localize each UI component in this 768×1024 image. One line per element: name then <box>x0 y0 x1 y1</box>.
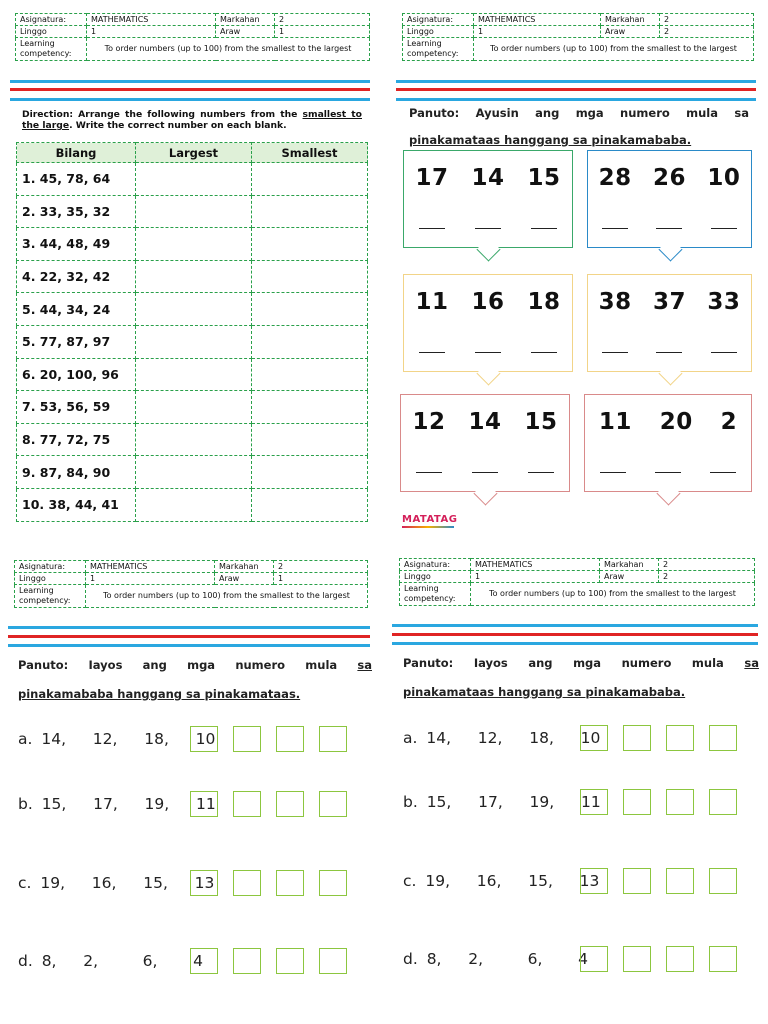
day-value: 1 <box>275 26 370 38</box>
worksheet-day1-squares <box>0 512 384 1024</box>
answer-square[interactable] <box>319 726 347 752</box>
table-row: 9. 87, 84, 90 <box>17 456 368 489</box>
blue-divider <box>396 98 756 101</box>
number-box: 28 26 10 <box>587 150 752 248</box>
blue-divider <box>396 80 756 83</box>
table-row: 3. 44, 48, 49 <box>17 228 368 261</box>
blue-divider <box>392 624 758 627</box>
answer-square[interactable] <box>190 870 218 896</box>
number-box: 11 20 2 <box>584 394 752 492</box>
direction-text: Direction: Arrange the following numbers from the smallest to the large. Write the correct number on each blank. <box>22 109 362 131</box>
day-label: Araw <box>216 26 275 38</box>
worksheet-day2-squares <box>384 512 768 1024</box>
table-row: 2. 33, 35, 32 <box>17 195 368 228</box>
exercise-item: d. 8, 2, 6, 4 <box>403 946 752 972</box>
answer-square[interactable] <box>666 725 694 751</box>
info-header <box>15 13 370 61</box>
number-box: 17 14 15 <box>403 150 573 248</box>
answer-blank[interactable] <box>252 325 368 358</box>
exercise-item: a. 14, 12, 18, 10 <box>18 726 362 752</box>
answer-square[interactable] <box>233 870 261 896</box>
answer-blank[interactable] <box>252 195 368 228</box>
answer-square[interactable] <box>580 789 608 815</box>
answer-square[interactable] <box>233 726 261 752</box>
column-header-largest: Largest <box>136 143 252 163</box>
column-header-bilang: Bilang <box>17 143 136 163</box>
answer-blank[interactable] <box>252 358 368 391</box>
info-header: Asignatura: MATHEMATICS Markahan 2 Linggo 1 Araw 2 Learning competency: To order numbers (up to 100) from the smallest to the largest <box>399 558 755 606</box>
info-header: Asignatura: MATHEMATICS Markahan 2 Linggo 1 Araw 2 Learning competency: To order numbers (up to 100) from the smallest to the largest <box>402 13 754 61</box>
answer-square[interactable] <box>623 725 651 751</box>
number-box: 11 16 18 <box>403 274 573 372</box>
competency-label: Learning competency: <box>16 38 87 61</box>
answer-blank[interactable] <box>252 293 368 326</box>
answer-blank[interactable] <box>136 293 252 326</box>
answer-blank[interactable] <box>136 325 252 358</box>
red-divider <box>392 633 758 636</box>
subject-label: Asignatura: <box>16 14 87 26</box>
answer-square[interactable] <box>190 791 218 817</box>
answer-square[interactable] <box>666 868 694 894</box>
exercise-item: b. 15, 17, 19, 11 <box>403 789 752 815</box>
blue-divider <box>392 642 758 645</box>
answer-blank[interactable] <box>252 456 368 489</box>
table-row: 10. 38, 44, 41 <box>17 488 368 521</box>
ordering-table <box>16 142 368 522</box>
answer-square[interactable] <box>190 726 218 752</box>
red-divider <box>8 635 370 638</box>
red-divider <box>396 88 756 91</box>
instruction: Panuto: Ayusin ang mga numero mula sa pinakamataas hanggang sa pinakamababa. <box>409 106 749 147</box>
answer-square[interactable] <box>233 948 261 974</box>
answer-square[interactable] <box>233 791 261 817</box>
answer-square[interactable] <box>623 789 651 815</box>
column-header-smallest: Smallest <box>252 143 368 163</box>
quarter-value: 2 <box>275 14 370 26</box>
answer-blank[interactable] <box>136 358 252 391</box>
number-box: 38 37 33 <box>587 274 752 372</box>
answer-square[interactable] <box>623 946 651 972</box>
answer-square[interactable] <box>709 946 737 972</box>
number-box: 12 14 15 <box>400 394 570 492</box>
red-divider <box>10 88 370 91</box>
worksheet-day2-boxes <box>384 0 768 512</box>
competency-value: To order numbers (up to 100) from the smallest to the largest <box>87 38 370 61</box>
answer-square[interactable] <box>276 791 304 817</box>
answer-square[interactable] <box>709 725 737 751</box>
answer-blank[interactable] <box>252 423 368 456</box>
exercise-item: c. 19, 16, 15, 13 <box>18 870 362 896</box>
table-row: 5. 44, 34, 24 <box>17 293 368 326</box>
answer-blank[interactable] <box>136 456 252 489</box>
answer-blank[interactable] <box>136 163 252 196</box>
answer-blank[interactable] <box>252 391 368 424</box>
answer-square[interactable] <box>666 946 694 972</box>
answer-blank[interactable] <box>136 228 252 261</box>
answer-blank[interactable] <box>252 228 368 261</box>
answer-blank[interactable] <box>136 423 252 456</box>
answer-square[interactable] <box>276 948 304 974</box>
answer-square[interactable] <box>580 946 608 972</box>
table-row: 4. 22, 32, 42 <box>17 260 368 293</box>
answer-square[interactable] <box>190 948 218 974</box>
table-row: 8. 77, 72, 75 <box>17 423 368 456</box>
table-row: 7. 53, 56, 59 <box>17 391 368 424</box>
quarter-label: Markahan <box>216 14 275 26</box>
answer-square[interactable] <box>580 725 608 751</box>
week-value: 1 <box>87 26 216 38</box>
blue-divider <box>8 644 370 647</box>
blue-divider <box>10 80 370 83</box>
answer-square[interactable] <box>276 726 304 752</box>
answer-blank[interactable] <box>136 260 252 293</box>
exercise-item: a. 14, 12, 18, 10 <box>403 725 752 751</box>
answer-blank[interactable] <box>252 260 368 293</box>
answer-square[interactable] <box>319 948 347 974</box>
blue-divider <box>8 626 370 629</box>
answer-blank[interactable] <box>252 163 368 196</box>
subject-value: MATHEMATICS <box>87 14 216 26</box>
table-row: 6. 20, 100, 96 <box>17 358 368 391</box>
answer-square[interactable] <box>709 868 737 894</box>
exercise-item: b. 15, 17, 19, 11 <box>18 791 362 817</box>
matatag-logo: MATATAG <box>402 514 457 528</box>
table-row: 1. 45, 78, 64 <box>17 163 368 196</box>
info-header: Asignatura: MATHEMATICS Markahan 2 Linggo 1 Araw 1 Learning competency: To order numbers (up to 100) from the smallest to the largest <box>14 560 368 608</box>
worksheet-day1-table <box>0 0 384 512</box>
exercise-item: d. 8, 2, 6, 4 <box>18 948 362 974</box>
answer-blank[interactable] <box>136 195 252 228</box>
answer-square[interactable] <box>276 870 304 896</box>
week-label: Linggo <box>16 26 87 38</box>
instruction: Panuto: Iayos ang mga numero mula sa pinakamataas hanggang sa pinakamababa. <box>403 656 759 699</box>
blue-divider <box>10 98 370 101</box>
answer-square[interactable] <box>709 789 737 815</box>
answer-square[interactable] <box>319 870 347 896</box>
answer-blank[interactable] <box>136 391 252 424</box>
exercise-item: c. 19, 16, 15, 13 <box>403 868 752 894</box>
table-row: 5. 77, 87, 97 <box>17 325 368 358</box>
answer-square[interactable] <box>580 868 608 894</box>
instruction: Panuto: Iayos ang mga numero mula sa pinakamababa hanggang sa pinakamataas. <box>18 658 372 701</box>
answer-square[interactable] <box>623 868 651 894</box>
answer-square[interactable] <box>666 789 694 815</box>
answer-square[interactable] <box>319 791 347 817</box>
